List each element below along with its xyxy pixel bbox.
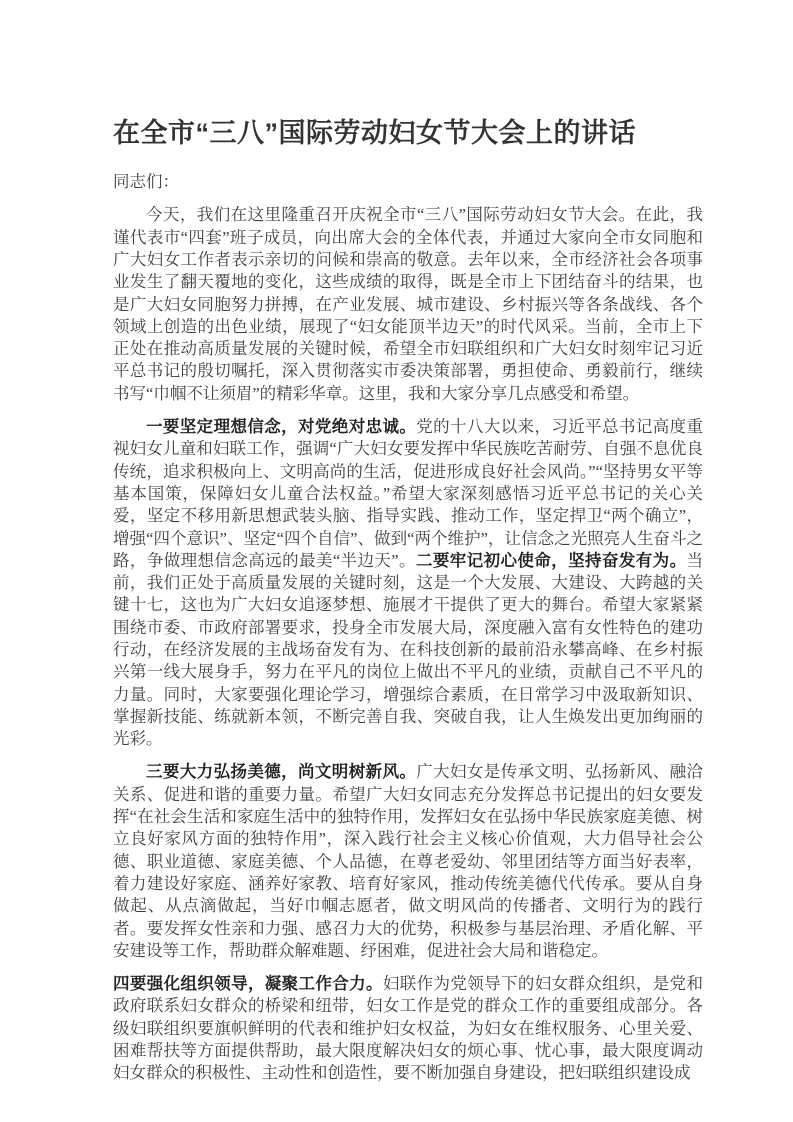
text-run: 当前，我们正处于高质量发展的关键时刻，这是一个大发展、大建设、大跨越的关键十七，这也为广大妇女追逐梦想、施展才干提供了更大的舞台。希望大家紧紧围绕市委、市政府部署要求，投身全市发展大局，深度融入富有女性特色的建功行动，在经济发展的主战场奋发有为、在科技创新的最前沿永攀高峰、在乡村振兴第一线大展身手，努力在平凡的岗位上做出不平凡的业绩，贡献自己不平凡的力量。同时，大家要强化理论学习，增强综合素质，在日常学习中汲取新知识、掌握新技能、练就新本领，不断完善自我、突破自我，让人生焕发出更加绚丽的光彩。 xyxy=(113,550,703,749)
document-title: 在全市“三八”国际劳动妇女节大会上的讲话 xyxy=(113,118,636,148)
bold-run: 四要强化组织领导，凝聚工作合力。 xyxy=(113,974,383,994)
paragraphs xyxy=(113,204,703,1084)
paragraph xyxy=(113,761,703,962)
bold-run: 三要大力弘扬美德，尚文明树新风。 xyxy=(146,762,417,782)
text-run: 妇联作为党领导下的妇女群众组织，是党和政府联系妇女群众的桥梁和纽带，妇女工作是党的群众工作的重要组成部分。各级妇联组织要旗帜鲜明的代表和维护妇女权益，为妇女在维权服务、心里关爱、困难帮扶等方面提供帮助，最大限度解决妇女的烦心事、忧心事，最大限度调动妇女群众的积极性、主动性和创造性，要不断加强自身建设，把妇联组织建设成 xyxy=(113,974,704,1083)
text-run: 党的十八大以来，习近平总书记高度重视妇女儿童和妇联工作，强调“广大妇女要发挥中华民族吃苦耐劳、自强不息优良传统，追求积极向上、文明高尚的生活，促进形成良好社会风尚。”“坚持男女平等基本国策，保障妇女儿童合法权益。”希望大家深刻感悟习近平总书记的关心关爱，坚定不移用新思想武装头脑、指导实践、推动工作，坚定捍卫“两个确立”，增强“四个意识”、坚定“四个自信”、做到“两个维护”，让信念之光照亮人生奋斗之路，争做理想信念高远的最美“半边天”。 xyxy=(113,417,703,570)
paragraph xyxy=(113,416,703,750)
paragraph xyxy=(113,204,703,405)
bold-run: 一要坚定理想信念，对党绝对忠诚。 xyxy=(146,417,417,437)
paragraph xyxy=(113,973,703,1084)
bold-run: 二要牢记初心使命，坚持奋发有为。 xyxy=(415,550,687,570)
salutation: 同志们： xyxy=(113,172,179,192)
text-run: 广大妇女是传承文明、弘扬新风、融洽关系、促进和谐的重要力量。希望广大妇女同志充分发挥总书记提出的妇女要发挥“在社会生活和家庭生活中的独特作用，发挥妇女在弘扬中华民族家庭美德、树立良好家风方面的独特作用”，深入践行社会主义核心价值观，大力倡导社会公德、职业道德、家庭美德、个人品德，在尊老爱幼、邻里团结等方面当好表率，着力建设好家庭、涵养好家教、培育好家风，推动传统美德代代传承。要从自身做起、从点滴做起，当好巾帼志愿者，做文明风尚的传播者、文明行为的践行者。要发挥女性亲和力强、感召力大的优势，积极参与基层治理、矛盾化解、平安建设等工作，帮助群众解难题、纾困难，促进社会大局和谐稳定。 xyxy=(113,762,703,960)
text-run: 今天，我们在这里隆重召开庆祝全市“三八”国际劳动妇女节大会。在此，我谨代表市“四套”班子成员，向出席大会的全体代表，并通过大家向全市女同胞和广大妇女工作者表示亲切的问候和崇高的敬意。去年以来，全市经济社会各项事业发生了翻天覆地的变化，这些成绩的取得，既是全市上下团结奋斗的结果，也是广大妇女同胞努力拼搏，在产业发展、城市建设、乡村振兴等各条战线、各个领域上创造的出色业绩，展现了“妇女能顶半边天”的时代风采。当前，全市上下正处在推动高质量发展的关键时候，希望全市妇联组织和广大妇女时刻牢记习近平总书记的殷切嘱托，深入贯彻落实市委决策部署，勇担使命、勇毅前行，继续书写“巾帼不让须眉”的精彩华章。这里，我和大家分享几点感受和希望。 xyxy=(113,205,703,403)
